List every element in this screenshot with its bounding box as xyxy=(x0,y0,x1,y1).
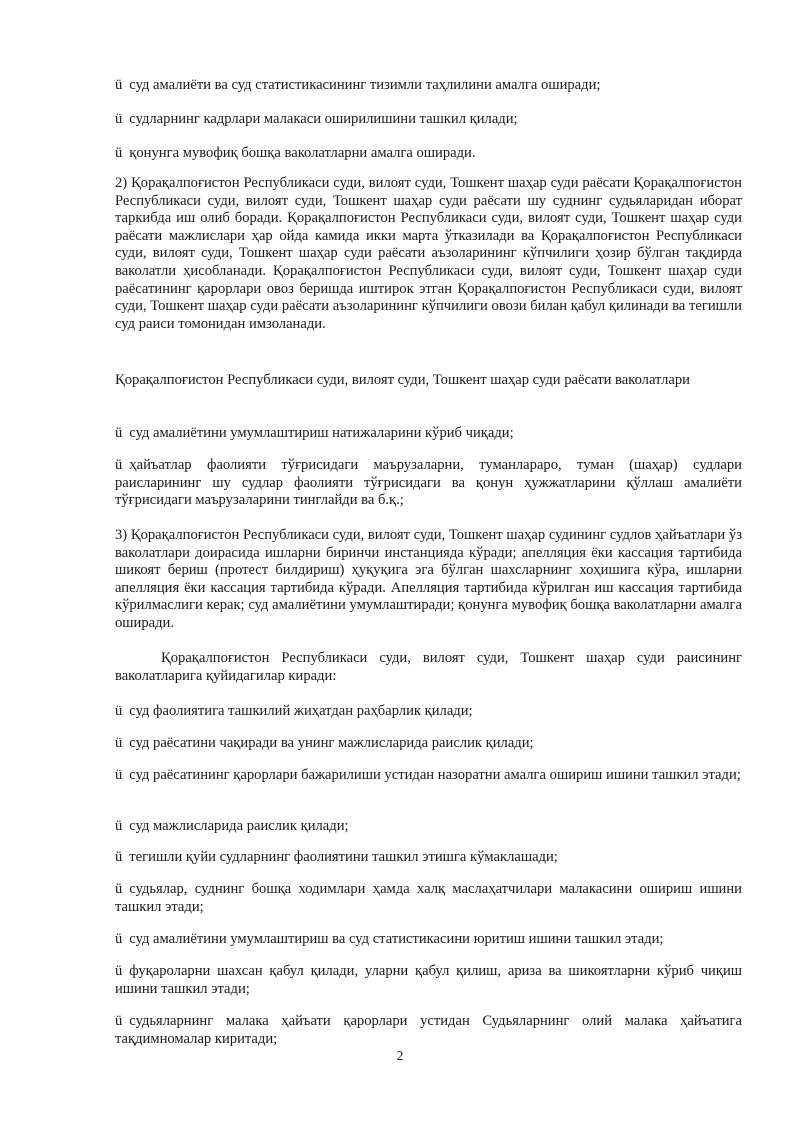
bullet-item xyxy=(115,767,742,785)
bullet-item xyxy=(115,111,742,129)
check-bullet-icon: ü xyxy=(115,849,123,865)
paragraph-text: судьяларнинг малака ҳайъати қарорлари устидан Судьяларнинг олий малака ҳайъатига тақдимномалар киритади; xyxy=(115,1013,742,1047)
paragraph-text: ҳайъатлар фаолияти тўғрисидаги маърузаларни, туманлараро, туман (шаҳар) судлари раисларининг шу судлар фаолияти тўғрисидаги ва қонун ҳужжатларини қўллаш амалиёти тўғрисидаги маърузаларини тинглайди ва б.қ.; xyxy=(115,457,742,509)
check-bullet-icon: ü xyxy=(115,931,123,947)
paragraph-text: тегишли қуйи судларнинг фаолиятини ташкил этишга кўмаклашади; xyxy=(129,849,558,865)
bullet-item xyxy=(115,735,742,753)
check-bullet-icon: ü xyxy=(115,818,123,834)
bullet-item xyxy=(115,881,742,916)
bullet-item xyxy=(115,457,742,510)
paragraph-text: фуқароларни шахсан қабул қилади, уларни қабул қилиш, ариза ва шикоятларни кўриб чиқиш ишини ташкил этади; xyxy=(115,963,742,997)
check-bullet-icon: ü xyxy=(115,77,123,93)
check-bullet-icon: ü xyxy=(115,735,123,751)
paragraph-text: суд амалиётини умумлаштириш натижаларини кўриб чиқади; xyxy=(129,425,514,441)
bullet-item xyxy=(115,145,742,163)
paragraph-presidium-powers-heading: Қорақалпоғистон Республикаси суди, вилоят суди, Тошкент шаҳар суди раёсати ваколатлари xyxy=(115,372,690,388)
check-bullet-icon: ü xyxy=(115,881,123,897)
paragraph-text: суд раёсатининг қарорлари бажарилиши устидан назоратни амалга ошириш ишини ташкил этади; xyxy=(129,767,741,783)
paragraph-text: қонунга мувофиқ бошқа ваколатларни амалга оширади. xyxy=(129,145,476,161)
check-bullet-icon: ü xyxy=(115,963,123,979)
bullet-item xyxy=(115,931,742,949)
paragraph-text: судьялар, суднинг бошқа ходимлари ҳамда халқ маслаҳатчилари малакасини ошириш ишини ташкил этади; xyxy=(115,881,742,915)
check-bullet-icon: ü xyxy=(115,145,123,161)
bullet-item xyxy=(115,77,742,95)
paragraph-text: суд амалиётини умумлаштириш ва суд статистикасини юритиш ишини ташкил этади; xyxy=(129,931,664,947)
paragraph-judicial-panels: 3) Қорақалпоғистон Республикаси суди, вилоят суди, Тошкент шаҳар судининг судлов ҳайъатлари ўз ваколатлари доирасида ишларни биринчи инстанцияда кўради; апелляция ёки кассация тартибида шикоят бериш (протест билдириш) ҳуқуқига эга бўлган шахсларнинг хоҳишига кўра, ишларни апелляция ёки кассация тартибида кўради. Апелляция тартибида кўрилган иш кассация тартибида кўрилмаслиги керак; суд амалиётини умумлаштиради; қонунга мувофиқ бошқа ваколатларни амалга оширади. xyxy=(115,527,742,631)
paragraph-chairman-powers-heading: Қорақалпоғистон Республикаси суди, вилоят суди, Тошкент шаҳар суди раисининг ваколатларига қуйидагилар киради: xyxy=(115,650,742,684)
paragraph-text: суд раёсатини чақиради ва унинг мажлисларида раислик қилади; xyxy=(129,735,534,751)
paragraph-text: судларнинг кадрлари малакаси оширилишини ташкил қилади; xyxy=(129,111,518,127)
check-bullet-icon: ü xyxy=(115,111,123,127)
bullet-item xyxy=(115,425,742,443)
check-bullet-icon: ü xyxy=(115,703,123,719)
check-bullet-icon: ü xyxy=(115,457,123,473)
page-number: 2 xyxy=(396,1048,404,1063)
paragraph-text: суд мажлисларида раислик қилади; xyxy=(129,818,349,834)
check-bullet-icon: ü xyxy=(115,425,123,441)
bullet-item xyxy=(115,849,742,867)
paragraph-text: суд фаолиятига ташкилий жиҳатдан раҳбарлик қилади; xyxy=(129,703,473,719)
bullet-item xyxy=(115,703,742,721)
paragraph-presidium: 2) Қорақалпоғистон Республикаси суди, вилоят суди, Тошкент шаҳар суди раёсати Қорақалпоғистон Республикаси суди, вилоят суди, Тошкент шаҳар суди раёсати шу суднинг судьяларидан иборат таркибда иш олиб боради. Қорақалпоғистон Республикаси суди, вилоят суди, Тошкент шаҳар суди раёсати мажлислари ҳар ойда камида икки марта ўтказилади ва Қорақалпоғистон Республикаси суди, вилоят суди, Тошкент шаҳар суди раёсати аъзоларининг кўпчилиги ҳозир бўлган тақдирда ваколатли ҳисобланади. Қорақалпоғистон Республикаси суди, вилоят суди, Тошкент шаҳар суди раёсатининг қарорлари овоз беришда иштирок этган Қорақалпоғистон Республикаси суди, вилоят суди, Тошкент шаҳар суди раёсати аъзоларининг кўпчилиги овози билан қабул қилинади ва тегишли суд раиси томонидан имзоланади. xyxy=(115,175,742,332)
bullet-item xyxy=(115,963,742,998)
bullet-item xyxy=(115,1013,742,1048)
paragraph-text: суд амалиёти ва суд статистикасининг тизимли таҳлилини амалга оширади; xyxy=(129,77,601,93)
bullet-item xyxy=(115,818,742,836)
check-bullet-icon: ü xyxy=(115,767,123,783)
check-bullet-icon: ü xyxy=(115,1013,123,1029)
